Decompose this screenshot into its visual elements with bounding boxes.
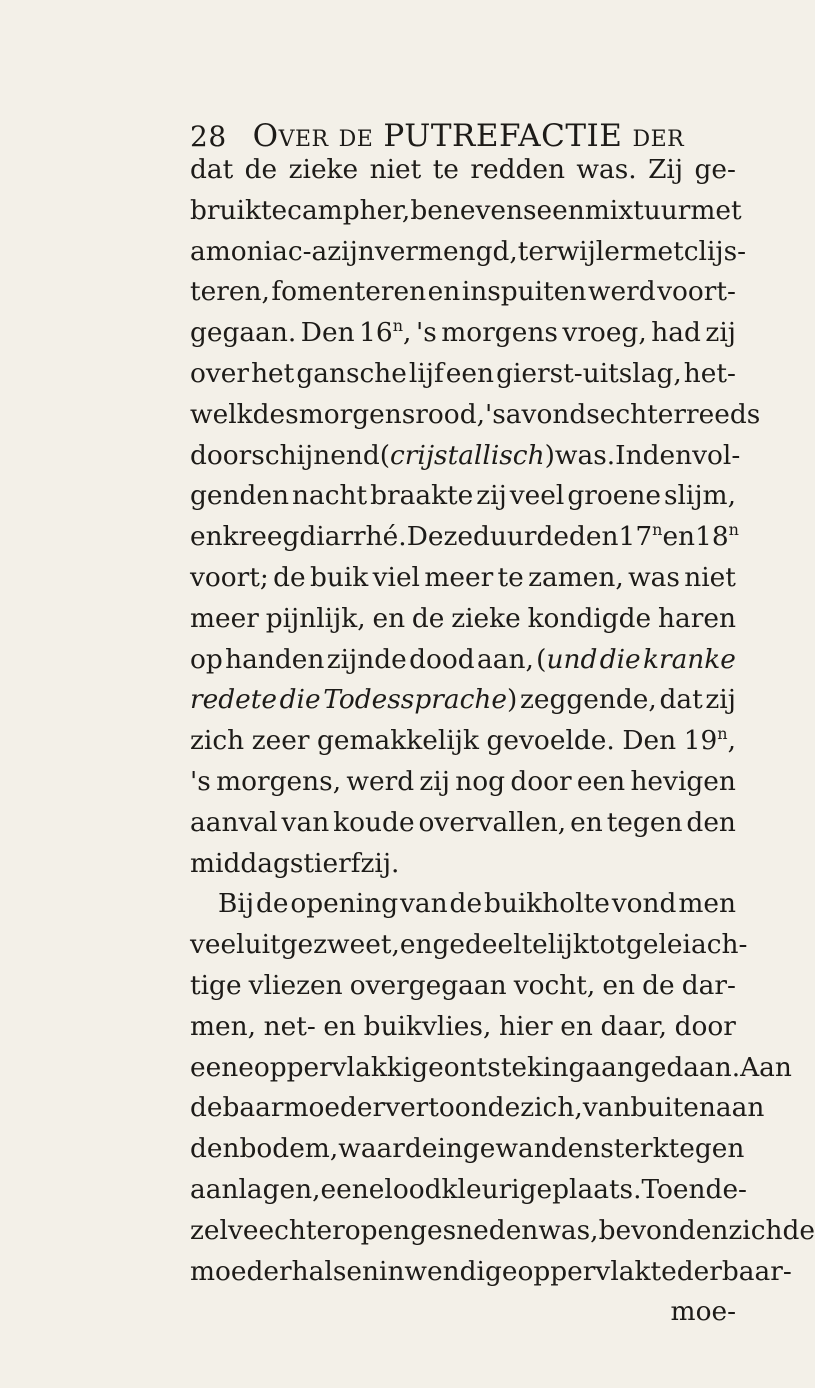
running-title-main: PUTREFACTIE bbox=[383, 118, 623, 154]
text-line: middag stierf zij. bbox=[190, 847, 400, 879]
text-line: 's morgens, werd zij nog door een hevigen bbox=[190, 765, 736, 797]
text-line: teren, fomenteren en inspuiten werd voort- bbox=[190, 276, 736, 308]
text-line: den bodem, waar de ingewanden sterk tegen bbox=[190, 1133, 745, 1165]
running-title-initial: O bbox=[252, 118, 279, 154]
text-line: op handen zijnde dood aan, (und die kranke bbox=[190, 643, 736, 675]
text-line: aan lagen, eene loodkleurige plaats. Toen de- bbox=[190, 1173, 747, 1205]
text-line: doorschijnend (crijstallisch) was. In den vol- bbox=[190, 439, 741, 471]
text-line: amoniac-azijn vermengd, terwijl er met clijs- bbox=[190, 235, 747, 267]
text-line: zelve echter opengesneden was, bevonden zich de bbox=[190, 1214, 815, 1246]
body-text bbox=[190, 150, 815, 1333]
text-line: over het gansche lijf een gierst-uitslag, het- bbox=[190, 357, 736, 389]
page-number: 28 bbox=[190, 120, 227, 153]
text-line: aanval van koude overvallen, en tegen den bbox=[190, 806, 736, 838]
text-line: tige vliezen overgegaan vocht, en de dar- bbox=[190, 969, 736, 1001]
running-title-der: DER bbox=[632, 127, 685, 152]
text-line: bruikte campher, benevens een mixtuur met bbox=[190, 194, 742, 226]
text-line: meer pijnlijk, en de zieke kondigde haren bbox=[190, 602, 736, 634]
text-line: welk des morgens rood, 's avonds echter reeds bbox=[190, 398, 761, 430]
text-line: dat de zieke niet te redden was. Zij ge- bbox=[190, 154, 736, 185]
text-line: Bij de opening van de buikholte vond men bbox=[218, 888, 736, 920]
text-line: eene oppervlakkige ontsteking aangedaan. Aan bbox=[190, 1051, 792, 1083]
text-line: men, net- en buikvlies, hier en daar, door bbox=[190, 1010, 736, 1042]
text-line: genden nacht braakte zij veel groene slijm, bbox=[190, 480, 736, 512]
text-line: veel uitgezweet, en gedeeltelijk tot geleiach- bbox=[190, 929, 748, 961]
text-line: moe- bbox=[670, 1296, 736, 1328]
running-title-de: DE bbox=[338, 127, 374, 152]
text-line: gegaan. Den 16$^n$, 's morgens vroeg, had zij bbox=[190, 316, 736, 349]
running-header bbox=[190, 118, 710, 154]
text-line: voort; de buik viel meer te zamen, was niet bbox=[190, 561, 736, 593]
text-line: zich zeer gemakkelijk gevoelde. Den 19$^n$, bbox=[190, 724, 736, 757]
running-title-ver: VER bbox=[278, 127, 329, 152]
text-line: en kreeg diarrhé. Deze duurde den 17$^n$ en 18$^n$ bbox=[190, 520, 739, 553]
text-line: de baarmoeder vertoonde zich, van buiten aan bbox=[190, 1092, 765, 1124]
text-line: moederhals en inwendige oppervlakte der baar- bbox=[190, 1255, 792, 1287]
text-line: redete die Todessprache) zeggende, dat zij bbox=[190, 684, 736, 716]
